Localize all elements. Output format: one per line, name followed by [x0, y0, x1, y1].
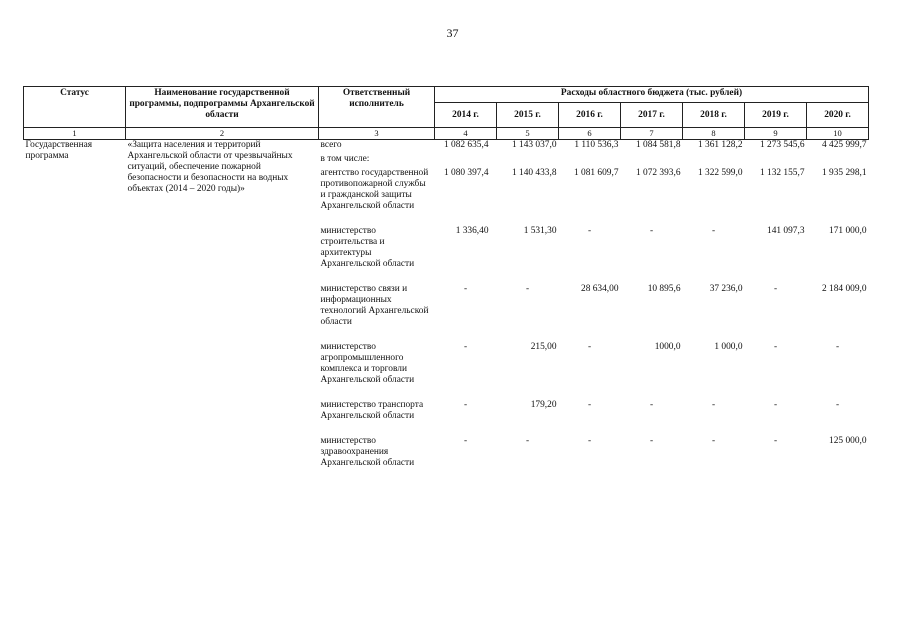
status-cell: Государственная программа [25, 140, 93, 161]
column-number: 4 [435, 128, 497, 140]
value-cell: - [649, 226, 654, 236]
column-number: 6 [559, 128, 621, 140]
column-number: 9 [745, 128, 807, 140]
column-number: 7 [621, 128, 683, 140]
value-cell [621, 154, 683, 168]
budget-table [23, 86, 869, 483]
value-cell: 1 531,30 [523, 226, 557, 236]
value-cell: - [711, 436, 716, 446]
header-year: 2017 г. [621, 103, 683, 128]
header-executor: Ответственный исполнитель [319, 87, 435, 128]
value-cell: - [773, 400, 778, 410]
header-expenses: Расходы областного бюджета (тыс. рублей) [435, 87, 869, 103]
value-cell [435, 154, 497, 168]
value-cell: - [463, 284, 468, 294]
value-cell: - [463, 400, 468, 410]
column-number: 3 [319, 128, 435, 140]
value-cell: 37 236,0 [709, 284, 743, 294]
header-year: 2020 г. [807, 103, 869, 128]
value-cell: 1 082 635,4 [443, 140, 489, 150]
value-cell: 10 895,6 [647, 284, 681, 294]
value-cell: 179,20 [530, 400, 557, 410]
value-cell: 1000,0 [654, 342, 681, 352]
column-number: 2 [126, 128, 319, 140]
column-number: 1 [24, 128, 126, 140]
value-cell: 215,00 [530, 342, 557, 352]
value-cell: - [649, 436, 654, 446]
executor-cell: всего [320, 140, 342, 150]
value-cell: 1 110 536,3 [574, 140, 619, 150]
header-year: 2014 г. [435, 103, 497, 128]
value-cell: - [463, 342, 468, 352]
header-year: 2016 г. [559, 103, 621, 128]
value-cell: - [587, 400, 592, 410]
value-cell: 4 425 999,7 [822, 140, 867, 150]
executor-cell: министерство здравоохранения Архангельской области [320, 436, 415, 468]
value-cell: 171 000,0 [829, 226, 867, 236]
value-cell: - [711, 226, 716, 236]
value-cell [497, 154, 559, 168]
value-cell: 1 072 393,6 [635, 168, 681, 178]
value-cell: 141 097,3 [767, 226, 805, 236]
value-cell: 1 000,0 [714, 342, 743, 352]
header-year: 2018 г. [683, 103, 745, 128]
page-number: 37 [446, 26, 459, 40]
column-number: 5 [497, 128, 559, 140]
value-cell [807, 154, 869, 168]
value-cell: 1 361 128,2 [697, 140, 743, 150]
value-cell: - [525, 284, 530, 294]
executor-cell: в том числе: [320, 154, 370, 164]
value-cell [559, 154, 621, 168]
value-cell: - [773, 284, 778, 294]
value-cell: 1 322 599,0 [697, 168, 743, 178]
executor-cell: агентство государственной противопожарной службы и гражданской защиты Архангельской области [320, 168, 429, 211]
value-cell: - [463, 436, 468, 446]
header-status: Статус [24, 87, 126, 128]
value-cell: 1 143 037,0 [511, 140, 557, 150]
table-row [24, 140, 869, 155]
value-cell: 1 132 155,7 [759, 168, 805, 178]
value-cell: - [773, 436, 778, 446]
executor-cell: министерство строительства и архитектуры Архангельской области [320, 226, 415, 269]
value-cell: - [587, 436, 592, 446]
value-cell: - [835, 342, 840, 352]
header-year: 2015 г. [497, 103, 559, 128]
column-number: 10 [807, 128, 869, 140]
value-cell: 1 336,40 [455, 226, 489, 236]
executor-cell: министерство транспорта Архангельской области [320, 400, 424, 421]
value-cell: 1 935 298,1 [822, 168, 867, 178]
program-name-cell: «Защита населения и территорий Архангельской области от чрезвычайных ситуаций, обеспечение пожарной безопасности и безопасности на водных объектах (2014 – 2020 годы)» [127, 140, 293, 194]
value-cell: 28 634,00 [581, 284, 619, 294]
executor-cell: министерство связи и информационных технологий Архангельской области [320, 284, 429, 327]
value-cell: - [587, 226, 592, 236]
value-cell: - [711, 400, 716, 410]
header-year: 2019 г. [745, 103, 807, 128]
value-cell: - [525, 436, 530, 446]
value-cell: - [587, 342, 592, 352]
value-cell: 125 000,0 [829, 436, 867, 446]
value-cell: 2 184 009,0 [822, 284, 867, 294]
column-number: 8 [683, 128, 745, 140]
value-cell: - [773, 342, 778, 352]
value-cell: 1 273 545,6 [759, 140, 805, 150]
value-cell [683, 154, 745, 168]
value-cell: - [649, 400, 654, 410]
value-cell: 1 080 397,4 [443, 168, 489, 178]
value-cell: 1 084 581,8 [635, 140, 681, 150]
value-cell: 1 081 609,7 [573, 168, 619, 178]
value-cell: 1 140 433,8 [511, 168, 557, 178]
header-program-name: Наименование государственной программы, подпрограммы Архангельской области [126, 87, 319, 128]
value-cell [745, 154, 807, 168]
value-cell: - [835, 400, 840, 410]
executor-cell: министерство агропромышленного комплекса и торговли Архангельской области [320, 342, 415, 385]
